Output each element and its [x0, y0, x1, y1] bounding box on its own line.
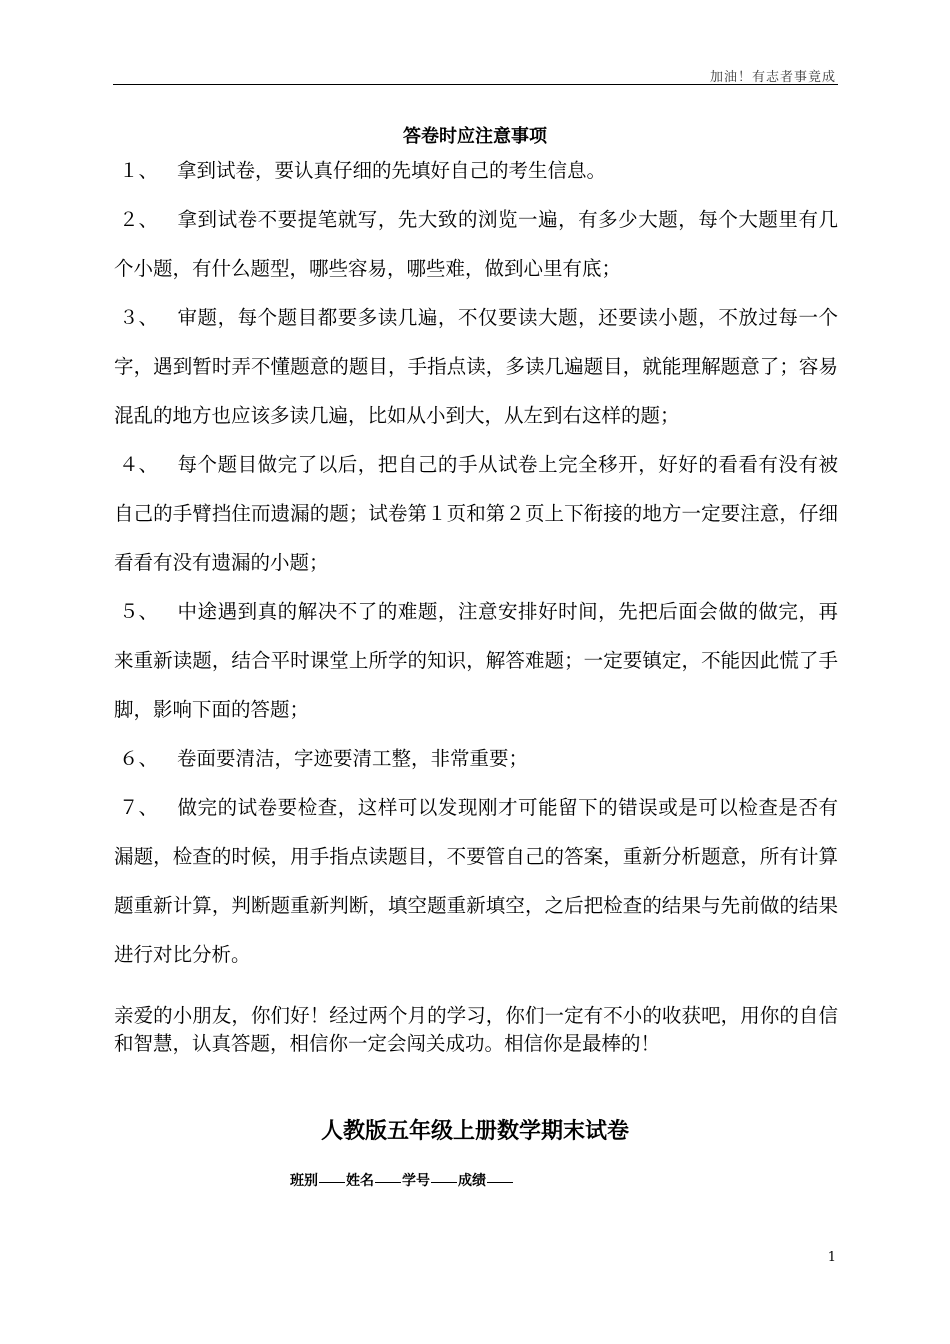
item-number: ７、 — [119, 796, 159, 819]
score-blank[interactable] — [487, 1182, 513, 1183]
item-text: 做完的试卷要检查，这样可以发现刚才可能留下的错误或是可以检查是否有漏题，检查的时候，用手指点读题目，不要管自己的答案，重新分析题意，所有计算题重新计算，判断题重新判断，填空题重新填空，之后把检查的结果与先前做的结果进行对比分析。 — [114, 796, 838, 966]
name-label: 姓名 — [346, 1173, 374, 1189]
item-number: ２、 — [119, 208, 159, 231]
notice-item-3 — [114, 293, 838, 440]
item-text: 审题，每个题目都要多读几遍，不仅要读大题，还要读小题，不放过每一个字，遇到暂时弄不懂题意的题目，手指点读，多读几遍题目，就能理解题意了；容易混乱的地方也应该多读几遍，比如从小到大，从左到右这样的题； — [114, 306, 838, 427]
student-no-label: 学号 — [402, 1173, 430, 1189]
notice-item-2 — [114, 195, 838, 293]
class-label: 班别 — [290, 1173, 318, 1189]
item-number: ３、 — [119, 306, 159, 329]
greeting-paragraph: 亲爱的小朋友，你们好！经过两个月的学习，你们一定有不小的收获吧，用你的自信和智慧，认真答题，相信你一定会闯关成功。相信你是最棒的！ — [114, 1004, 838, 1055]
item-text: 拿到试卷，要认真仔细的先填好自己的考生信息。 — [177, 159, 607, 182]
item-number: ６、 — [119, 747, 159, 770]
page-number: 1 — [827, 1250, 836, 1265]
item-number: １、 — [119, 159, 159, 182]
item-text: 卷面要清洁，字迹要清工整，非常重要； — [177, 747, 529, 770]
score-label: 成绩 — [458, 1173, 486, 1189]
notice-item-6 — [114, 734, 838, 783]
name-blank[interactable] — [375, 1182, 401, 1183]
item-text: 中途遇到真的解决不了的难题，注意安排好时间，先把后面会做的做完，再来重新读题，结合平时课堂上所学的知识，解答难题；一定要镇定，不能因此慌了手脚，影响下面的答题； — [114, 600, 838, 721]
notice-title: 答卷时应注意事项 — [403, 126, 547, 147]
notice-item-7 — [114, 783, 838, 979]
header-divider — [113, 84, 838, 85]
notice-list — [114, 146, 838, 979]
student-no-blank[interactable] — [431, 1182, 457, 1183]
item-number: ５、 — [119, 600, 159, 623]
notice-item-1 — [114, 146, 838, 195]
notice-item-4 — [114, 440, 838, 587]
item-number: ４、 — [119, 453, 159, 476]
student-info-line — [290, 1170, 514, 1190]
item-text: 每个题目做完了以后，把自己的手从试卷上完全移开，好好的看看有没有被自己的手臂挡住而遗漏的题；试卷第１页和第２页上下衔接的地方一定要注意，仔细看看有没有遗漏的小题； — [114, 453, 838, 574]
exam-title: 人教版五年级上册数学期末试卷 — [320, 1119, 629, 1144]
notice-item-5 — [114, 587, 838, 734]
class-blank[interactable] — [319, 1182, 345, 1183]
header-motto: 加油！有志者事竟成 — [709, 70, 836, 85]
item-text: 拿到试卷不要提笔就写，先大致的浏览一遍，有多少大题，每个大题里有几个小题，有什么题型，哪些容易，哪些难，做到心里有底； — [114, 208, 838, 280]
